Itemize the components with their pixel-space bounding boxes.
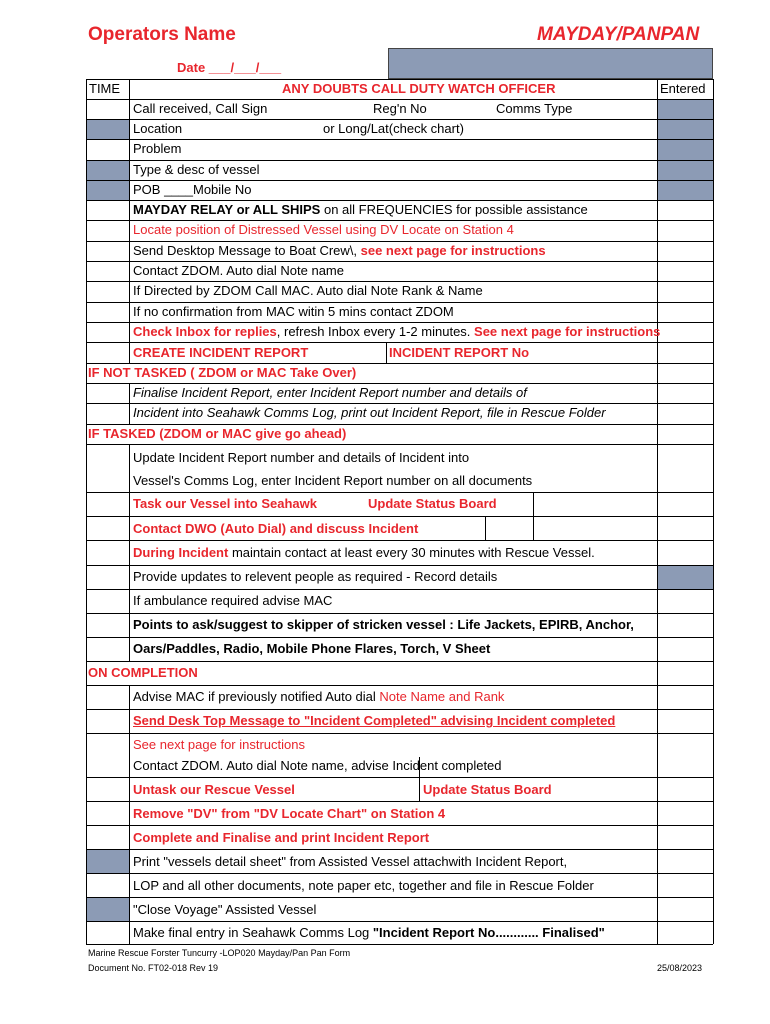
rule <box>86 160 713 161</box>
during-incident-rest: maintain contact at least every 30 minutes with Rescue Vessel. <box>228 545 595 560</box>
rule <box>86 637 713 638</box>
duty-officer-heading: ANY DOUBTS CALL DUTY WATCH OFFICER <box>282 81 556 96</box>
mayday-relay-rest: on all FREQUENCIES for possible assistance <box>320 202 588 217</box>
rule <box>657 79 658 944</box>
mayday-panpan-title: MAYDAY/PANPAN <box>537 24 700 45</box>
on-completion-section: ON COMPLETION <box>88 665 198 680</box>
long-lat-label: or Long/Lat(check chart) <box>323 121 464 136</box>
see-next-page-instructions: See next page for instructions <box>470 324 661 339</box>
rule <box>86 873 713 874</box>
rule <box>86 342 713 343</box>
rule <box>86 139 713 140</box>
during-incident-step <box>133 545 595 561</box>
location-label: Location <box>133 121 183 136</box>
see-next-page-link: see next page for instructions <box>357 243 546 258</box>
entered-shade <box>658 180 713 200</box>
send-desktop-text: Send Desktop Message to Boat Crew\, <box>133 243 358 258</box>
time-shade <box>87 160 129 180</box>
rule <box>86 777 713 778</box>
rule <box>86 281 713 282</box>
update-report-step: Update Incident Report number and details of Incident into <box>133 450 470 465</box>
update-status-board: Update Status Board <box>368 496 497 511</box>
task-vessel-step: Task our Vessel into Seahawk <box>133 496 318 511</box>
rule <box>86 733 713 734</box>
send-desktop-step <box>133 243 546 259</box>
footer-date: 25/08/2023 <box>657 963 703 973</box>
rule <box>86 849 713 850</box>
see-next-page-instructions-2: See next page for instructions <box>133 737 305 752</box>
time-shade <box>87 897 129 921</box>
rule <box>86 516 713 517</box>
mayday-relay-step <box>133 202 588 218</box>
rule <box>86 302 713 303</box>
entered-shade <box>658 160 713 180</box>
rule <box>86 322 713 323</box>
send-completed-message-step: Send Desk Top Message to "Incident Completed" advising Incident completed <box>133 713 616 728</box>
no-confirmation-step: If no confirmation from MAC witin 5 mins contact ZDOM <box>133 304 454 319</box>
rule <box>86 444 713 445</box>
rule <box>86 709 713 710</box>
comms-type-label: Comms Type <box>496 101 573 116</box>
finalise-report-step: Finalise Incident Report, enter Incident Report number and details of <box>133 385 527 400</box>
problem-label: Problem <box>133 141 182 156</box>
create-incident-report: CREATE INCIDENT REPORT <box>133 345 309 360</box>
incident-report-no-field[interactable]: INCIDENT REPORT No <box>389 345 530 360</box>
rule <box>129 685 130 944</box>
rule <box>86 661 713 662</box>
final-entry-step <box>133 925 605 941</box>
rule <box>86 685 713 686</box>
rule <box>86 79 713 80</box>
print-vessel-sheet-step: Print "vessels detail sheet" from Assisted Vessel attachwith Incident Report, <box>133 854 568 869</box>
rule <box>86 383 713 384</box>
call-mac-step: If Directed by ZDOM Call MAC. Auto dial Note Rank & Name <box>133 283 483 298</box>
lop-documents-step: LOP and all other documents, note paper etc, together and file in Rescue Folder <box>133 878 594 893</box>
time-shade <box>87 849 129 873</box>
rule <box>129 383 130 424</box>
rule <box>86 79 87 944</box>
date-field[interactable]: Date ___/___/___ <box>177 60 282 75</box>
tasked-section: IF TASKED (ZDOM or MAC give go ahead) <box>88 426 347 441</box>
rule <box>86 200 713 201</box>
rule <box>86 261 713 262</box>
time-column-header: TIME <box>89 81 121 96</box>
footer-document-no: Document No. FT02-018 Rev 19 <box>88 963 219 973</box>
entered-column-header: Entered <box>660 81 706 96</box>
rule <box>86 119 713 120</box>
regn-no-label: Reg'n No <box>373 101 427 116</box>
mayday-relay-bold: MAYDAY RELAY or ALL SHIPS <box>133 202 321 217</box>
note-name-rank: Note Name and Rank <box>375 689 505 704</box>
vessel-comms-log-step: Vessel's Comms Log, enter Incident Report number on all documents <box>133 473 533 488</box>
rule <box>86 363 713 364</box>
rule <box>86 241 713 242</box>
contact-dwo-step: Contact DWO (Auto Dial) and discuss Incident <box>133 521 419 536</box>
rule <box>86 220 713 221</box>
rule <box>86 540 713 541</box>
during-incident-bold: During Incident <box>133 545 229 560</box>
contact-zdom-step: Contact ZDOM. Auto dial Note name <box>133 263 344 278</box>
rule <box>386 342 387 363</box>
close-voyage-step: "Close Voyage" Assisted Vessel <box>133 902 317 917</box>
vessel-type-label: Type & desc of vessel <box>133 162 260 177</box>
advise-mac-text: Advise MAC if previously notified Auto dial <box>133 689 376 704</box>
entered-shade <box>658 565 713 589</box>
rule <box>86 565 713 566</box>
check-inbox-bold: Check Inbox for replies <box>133 324 277 339</box>
entered-shade <box>658 119 713 139</box>
remove-dv-step: Remove "DV" from "DV Locate Chart" on Station 4 <box>133 806 446 821</box>
rule <box>86 589 713 590</box>
not-tasked-section: IF NOT TASKED ( ZDOM or MAC Take Over) <box>88 365 357 380</box>
call-received-label: Call received, Call Sign <box>133 101 268 116</box>
rule <box>86 99 713 100</box>
rule <box>86 424 713 425</box>
rule <box>129 444 130 661</box>
rule <box>86 613 713 614</box>
entered-shade <box>658 99 713 119</box>
seahawk-log-step: Incident into Seahawk Comms Log, print out Incident Report, file in Rescue Folder <box>133 405 606 420</box>
operators-name-title: Operators Name <box>88 24 236 45</box>
rule <box>86 944 713 945</box>
rule <box>533 492 534 540</box>
rule <box>86 403 713 404</box>
time-shade <box>87 119 129 139</box>
rule <box>86 801 713 802</box>
equipment-list: Oars/Paddles, Radio, Mobile Phone Flares, Torch, V Sheet <box>133 641 491 656</box>
check-inbox-rest: , refresh Inbox every 1-2 minutes. <box>276 324 471 339</box>
operator-name-box[interactable] <box>388 48 713 79</box>
untask-vessel-step: Untask our Rescue Vessel <box>133 782 295 797</box>
entered-shade <box>658 139 713 160</box>
advise-mac-step <box>133 689 504 705</box>
rule <box>86 825 713 826</box>
rule <box>713 79 714 944</box>
rule <box>86 897 713 898</box>
locate-position-step: Locate position of Distressed Vessel using DV Locate on Station 4 <box>133 222 514 237</box>
points-to-ask-step: Points to ask/suggest to skipper of stricken vessel : Life Jackets, EPIRB, Anchor, <box>133 617 634 632</box>
rule <box>86 492 713 493</box>
rule <box>86 180 713 181</box>
contact-zdom-completed-step: Contact ZDOM. Auto dial Note name, advise Incident completed <box>133 758 502 773</box>
rule <box>86 921 713 922</box>
ambulance-step: If ambulance required advise MAC <box>133 593 333 608</box>
footer-form-title: Marine Rescue Forster Tuncurry -LOP020 Mayday/Pan Pan Form <box>88 948 351 958</box>
final-entry-text: Make final entry in Seahawk Comms Log <box>133 925 373 940</box>
provide-updates-step: Provide updates to relevent people as required - Record details <box>133 569 498 584</box>
check-inbox-step <box>133 324 660 340</box>
incident-finalised-text: "Incident Report No............ Finalised" <box>372 925 605 940</box>
time-shade <box>87 180 129 200</box>
finalise-print-step: Complete and Finalise and print Incident Report <box>133 830 430 845</box>
rule <box>129 79 130 363</box>
pob-mobile-label: POB ____Mobile No <box>133 182 252 197</box>
update-status-board-2: Update Status Board <box>423 782 552 797</box>
rule <box>485 516 486 540</box>
